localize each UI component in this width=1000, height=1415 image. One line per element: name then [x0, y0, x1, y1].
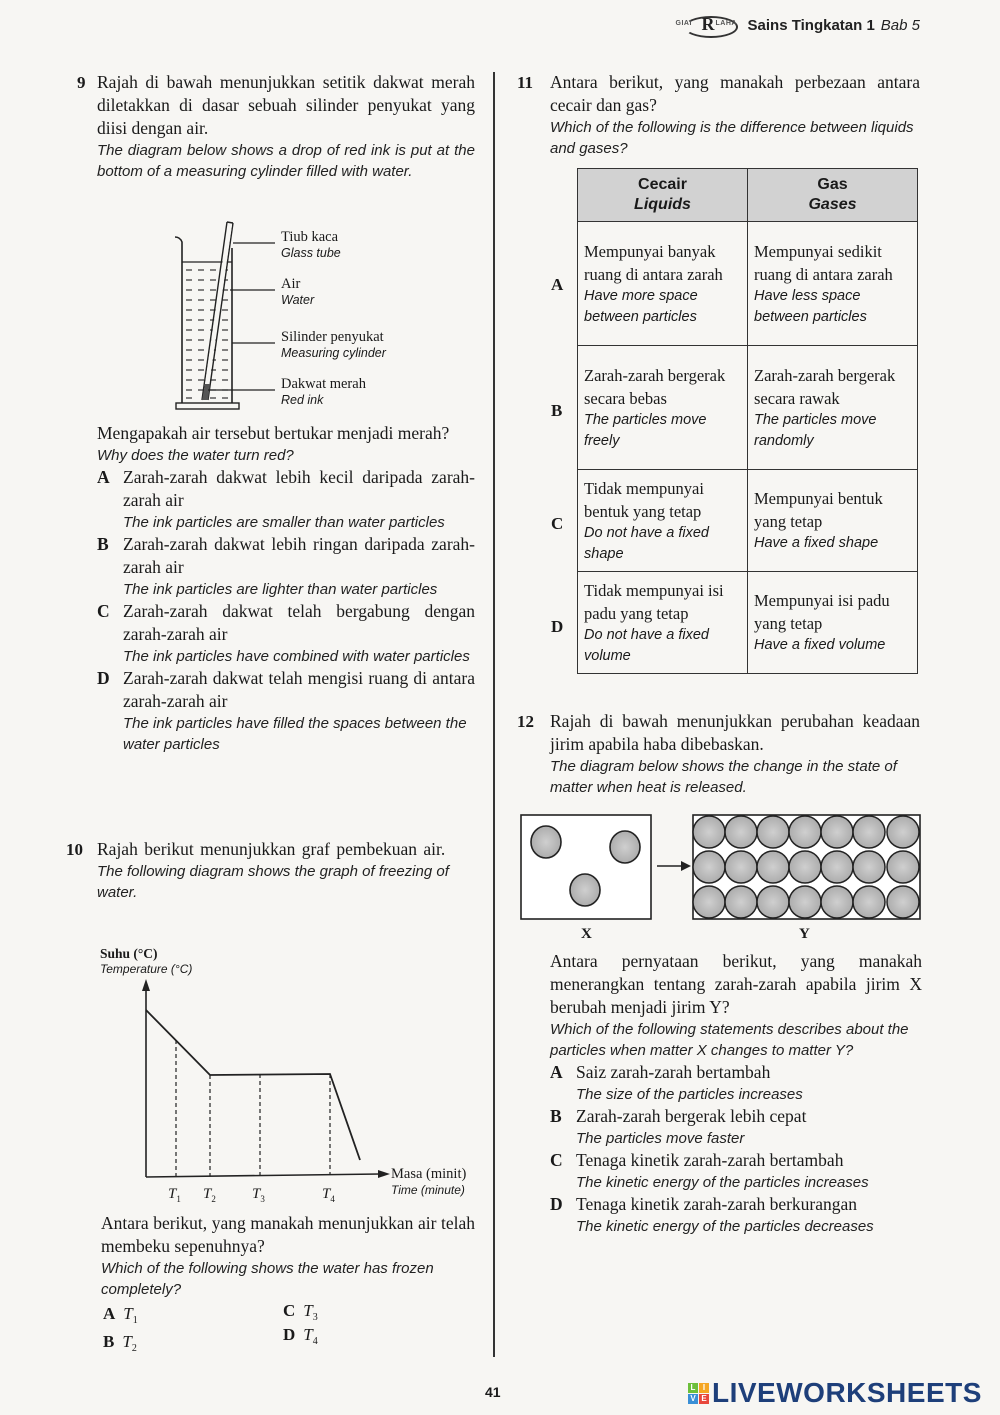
measuring-cylinder-icon	[170, 220, 280, 415]
cell-liquid: Tidak mempunyai bentuk yang tetap Do not have a fixed shape	[578, 470, 748, 572]
question-stem-en: Which of the following is the difference between liquids and gases?	[550, 119, 914, 157]
question-stem-ms: Rajah berikut menunjukkan graf pembekuan air.	[97, 839, 446, 859]
option-letter: B	[97, 534, 109, 554]
liveworksheets-wordmark: LIVEWORKSHEETS	[712, 1377, 982, 1408]
option-d[interactable]	[550, 1193, 922, 1237]
option-letter: B	[550, 1106, 562, 1126]
chapter-label: Bab 5	[880, 16, 920, 34]
option-letter: D	[550, 1194, 563, 1214]
option-b[interactable]	[97, 533, 475, 600]
question-number: 10	[66, 840, 83, 859]
cell-gas: Mempunyai sedikit ruang di antara zarah Have less space between particles	[748, 222, 918, 346]
header-liquids: Cecair Liquids	[578, 169, 748, 222]
table-row[interactable]	[578, 346, 918, 470]
row-letter-b[interactable]: B	[551, 401, 563, 420]
option-text-en: The ink particles have filled the spaces between the water particles	[123, 715, 467, 753]
question-number: 12	[517, 712, 534, 731]
cell-liquid: Mempunyai banyak ruang di antara zarah Have more space between particles	[578, 222, 748, 346]
cell-gas: Mempunyai isi padu yang tetap Have a fixed volume	[748, 572, 918, 674]
option-letter: D	[97, 668, 110, 688]
particle-diagram-icon	[519, 812, 924, 947]
option-text-en: The kinetic energy of the particles decreases	[576, 1218, 874, 1235]
cell-liquid: Tidak mempunyai isi padu yang tetap Do not have a fixed volume	[578, 572, 748, 674]
page-header	[676, 14, 920, 36]
option-c[interactable]: C $T_3$	[283, 1301, 318, 1324]
option-d[interactable]	[97, 667, 475, 755]
question-number: 9	[77, 73, 86, 92]
option-b[interactable]	[550, 1105, 922, 1149]
option-a[interactable]: A $T_1$	[103, 1304, 138, 1327]
logo-text-left: GIAI	[675, 20, 692, 27]
cell-gas: Zarah-zarah bergerak secara rawak The particles move randomly	[748, 346, 918, 470]
y-axis-label: Suhu (°C) Temperature (°C)	[100, 946, 193, 976]
label-glass-tube: Tiub kaca Glass tube	[281, 229, 341, 260]
question-prompt-en: Which of the following shows the water has frozen completely?	[101, 1260, 434, 1298]
logo-text-right: LAHA	[715, 20, 737, 27]
tick-t3: $T_3$	[252, 1186, 265, 1205]
question-stem-ms: Antara berikut, yang manakah perbezaan antara cecair dan gas?	[550, 72, 920, 115]
option-text-ms: Saiz zarah-zarah bertambah	[576, 1062, 771, 1082]
label-measuring-cylinder: Silinder penyukat Measuring cylinder	[281, 329, 386, 360]
state-change-diagram	[519, 812, 924, 947]
cell-gas: Mempunyai bentuk yang tetap Have a fixed shape	[748, 470, 918, 572]
label-y: Y	[799, 926, 810, 942]
option-letter: C	[550, 1150, 563, 1170]
row-letter-c[interactable]: C	[551, 514, 564, 533]
table-row[interactable]	[578, 222, 918, 346]
option-text-en: The size of the particles increases	[576, 1086, 803, 1103]
question-prompt-ms: Antara berikut, yang manakah menunjukkan air telah membeku sepenuhnya?	[101, 1213, 475, 1256]
row-letter-a[interactable]: A	[551, 275, 564, 294]
option-text-en: The ink particles have combined with water particles	[123, 648, 470, 665]
question-stem-en: The diagram below shows the change in the state of matter when heat is released.	[550, 758, 897, 796]
column-divider	[493, 72, 495, 1357]
option-text-ms: Tenaga kinetik zarah-zarah bertambah	[576, 1150, 844, 1170]
question-prompt-ms: Mengapakah air tersebut bertukar menjadi merah?	[97, 423, 450, 443]
option-text-ms: Tenaga kinetik zarah-zarah berkurangan	[576, 1194, 858, 1214]
liveworksheets-tiles-icon: L I V E	[688, 1383, 709, 1404]
page-number: 41	[485, 1384, 501, 1400]
row-letter-d[interactable]: D	[551, 617, 564, 636]
option-a[interactable]	[97, 466, 475, 533]
option-b[interactable]: B $T_2$	[103, 1332, 137, 1355]
option-text-ms: Zarah-zarah dakwat telah bergabung dengan zarah-zarah air	[123, 601, 475, 644]
option-text-en: The ink particles are lighter than water particles	[123, 581, 438, 598]
option-text-en: The kinetic energy of the particles increases	[576, 1174, 869, 1191]
option-text-ms: Zarah-zarah bergerak lebih cepat	[576, 1106, 807, 1126]
option-letter: A	[550, 1062, 563, 1082]
liveworksheets-logo[interactable]	[688, 1377, 982, 1409]
label-red-ink: Dakwat merah Red ink	[281, 376, 366, 407]
question-prompt-ms: Antara pernyataan berikut, yang manakah menerangkan tentang zarah-zarah apabila jirim X berubah menjadi jirim Y?	[550, 951, 922, 1017]
option-text-en: The ink particles are smaller than water particles	[123, 514, 445, 531]
label-x: X	[581, 926, 592, 942]
question-number: 11	[517, 73, 534, 92]
label-water: Air Water	[281, 276, 315, 307]
question-stem-ms: Rajah di bawah menunjukkan setitik dakwat merah diletakkan di dasar sebuah silinder penyukat yang diisi dengan air.	[97, 72, 475, 138]
question-prompt-en: Why does the water turn red?	[97, 447, 294, 464]
tick-t1: $T_1$	[168, 1186, 181, 1205]
option-a[interactable]	[550, 1061, 922, 1105]
option-text-en: The particles move faster	[576, 1130, 745, 1147]
tick-t2: $T_2$	[203, 1186, 216, 1205]
question-stem-en: The following diagram shows the graph of freezing of water.	[97, 863, 449, 901]
option-d[interactable]: D $T_4$	[283, 1325, 318, 1348]
freezing-graph	[100, 945, 490, 1210]
option-text-ms: Zarah-zarah dakwat lebih kecil daripada zarah-zarah air	[123, 467, 475, 510]
option-c[interactable]	[550, 1149, 922, 1193]
header-gases: Gas Gases	[748, 169, 918, 222]
table-row[interactable]	[578, 572, 918, 674]
measuring-cylinder-diagram	[170, 220, 490, 415]
option-text-ms: Zarah-zarah dakwat lebih ringan daripada zarah-zarah air	[123, 534, 475, 577]
logo-letter: R	[701, 14, 715, 34]
option-letter: A	[97, 467, 110, 487]
option-text-ms: Zarah-zarah dakwat telah mengisi ruang di antara zarah-zarah air	[123, 668, 475, 711]
book-title: Sains Tingkatan 1	[747, 16, 875, 34]
option-letter: C	[97, 601, 110, 621]
question-stem-ms: Rajah di bawah menunjukkan perubahan keadaan jirim apabila haba dibebaskan.	[550, 711, 920, 754]
tick-t4: $T_4$	[322, 1186, 335, 1205]
question-stem-en: The diagram below shows a drop of red ink is put at the bottom of a measuring cylinder filled with water.	[97, 142, 475, 180]
publisher-logo-icon	[676, 14, 742, 36]
table-row[interactable]	[578, 470, 918, 572]
option-c[interactable]	[97, 600, 475, 667]
comparison-table	[577, 168, 918, 674]
question-prompt-en: Which of the following statements describes about the particles when matter X changes to matter Y?	[550, 1021, 909, 1059]
x-axis-label: Masa (minit) Time (minute)	[391, 1166, 467, 1197]
cell-liquid: Zarah-zarah bergerak secara bebas The particles move freely	[578, 346, 748, 470]
